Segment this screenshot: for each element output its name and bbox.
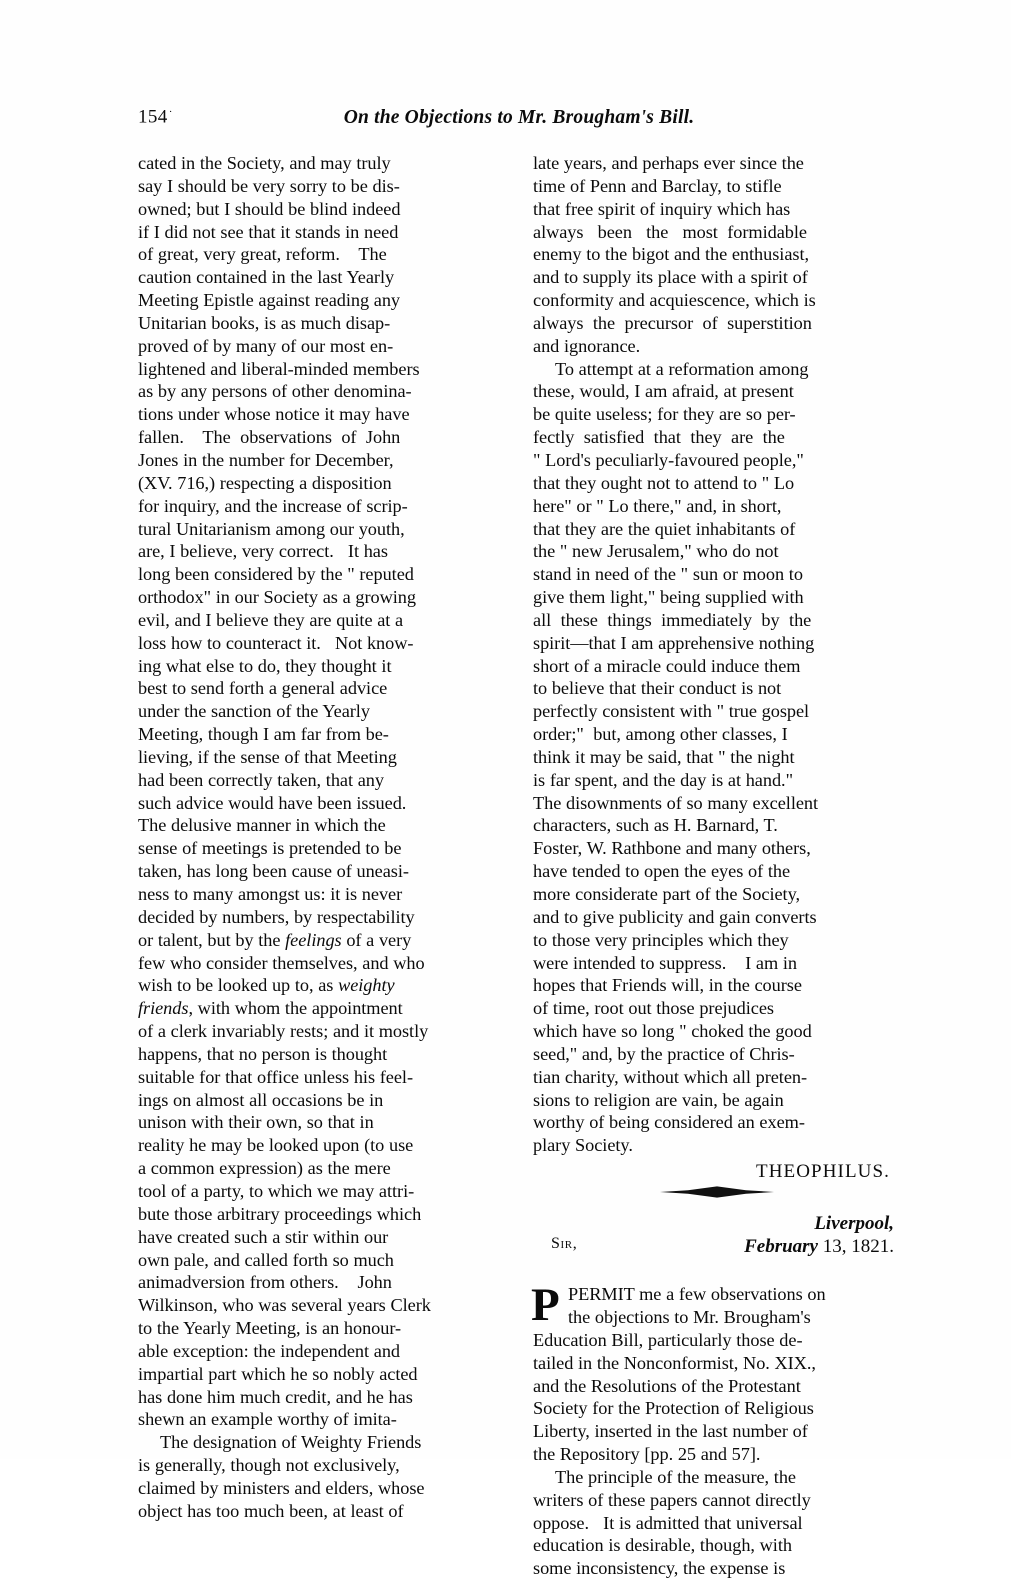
rc2-l3: be quite useless; for they are so per- [533, 404, 796, 425]
rc2-l31: seed," and, by the practice of Chris- [533, 1043, 795, 1064]
lc-l42: ings on almost all occasions be in [138, 1089, 384, 1110]
rc2-l25: and to give publicity and gain converts [533, 906, 817, 927]
lc-l15: (XV. 716,) respecting a disposition [138, 472, 392, 493]
lc-l16: for inquiry, and the increase of scrip- [138, 495, 408, 516]
letter-l8: the Repository [pp. 25 and 57]. [533, 1444, 761, 1465]
lc-l20: orthodox" in our Society as a growing [138, 587, 416, 608]
lc-l43: unison with their own, so that in [138, 1112, 374, 1133]
lc-l12: tions under whose notice it may have [138, 404, 410, 425]
rcf-l4: education is desirable, though, with [533, 1535, 792, 1556]
drop-cap-letter: P [531, 1279, 560, 1332]
rc2-l9: the " new Jerusalem," who do not [533, 541, 779, 562]
lc-l31: sense of meetings is pretended to be [138, 838, 402, 859]
letter-l7: Liberty, inserted in the last number of [533, 1421, 808, 1442]
rc-l4: always been the most formidable [533, 221, 807, 242]
rc2-l6: that they ought not to attend to " Lo [533, 472, 795, 493]
rc2-l19: is far spent, and the day is at hand." [533, 769, 793, 790]
rc2-l7: here" or " Lo there," and, in short, [533, 495, 782, 516]
lc-l30: The delusive manner in which the [138, 815, 386, 836]
rc2-l18: think it may be said, that " the night [533, 746, 795, 767]
lc2-l2: is generally, though not exclusively, [138, 1455, 400, 1476]
lc-l6: caution contained in the last Yearly [138, 267, 395, 288]
lc-l8: Unitarian books, is as much disap- [138, 312, 391, 333]
lc-l53: able exception: the independent and [138, 1340, 400, 1361]
dateline-month: February [744, 1236, 818, 1258]
lc-l11: as by any persons of other denomina- [138, 381, 412, 402]
lc-l4: if I did not see that it stands in need [138, 221, 399, 242]
lc2-l1: The designation of Weighty Friends [160, 1432, 422, 1453]
rc-l6: and to supply its place with a spirit of [533, 267, 808, 288]
lc-l1: cated in the Society, and may truly [138, 153, 391, 173]
letter-opening-block [531, 1279, 900, 1466]
lc-l3: owned; but I should be blind indeed [138, 198, 401, 219]
lc-l19: long been considered by the " reputed [138, 564, 414, 585]
lc-l2: say I should be very sorry to be dis- [138, 175, 400, 196]
rc2-l12: all these things immediately by the [533, 609, 812, 630]
lc-l33: ness to many amongst us: it is never [138, 884, 403, 904]
running-title: On the Objections to Mr. Brougham's Bill. [343, 107, 695, 128]
rc2-l11: give them light," being supplied with [533, 587, 804, 608]
emphasis-term: feelings [285, 929, 342, 950]
page-folio-number: 154· [138, 106, 173, 128]
lc-l40: happens, that no person is thought [138, 1043, 388, 1064]
rc2-l13: spirit—that I am apprehensive nothing [533, 632, 815, 653]
rc2-l24: more considerate part of the Society, [533, 884, 801, 904]
right-paragraph-2 [533, 358, 900, 1158]
letter-l5: and the Resolutions of the Protestant [533, 1375, 801, 1396]
rc2-l29: of time, root out those prejudices [533, 998, 774, 1019]
left-paragraph-1 [138, 152, 505, 1431]
rc2-l33: sions to religion are vain, be again [533, 1089, 784, 1110]
lc-l28: had been correctly taken, that any [138, 769, 384, 790]
lc-l38: friends, with whom the appointment [138, 998, 403, 1019]
lc-l7: Meeting Epistle against reading any [138, 290, 401, 311]
rc2-l30: which have so long " choked the good [533, 1021, 812, 1042]
lc2-l3: claimed by ministers and elders, whose [138, 1477, 425, 1498]
lc-l35: or talent, but by the feelings of a very [138, 929, 412, 950]
letter-dateline [533, 1212, 900, 1258]
lc-l36: few who consider themselves, and who [138, 952, 425, 973]
rc-l7: conformity and acquiescence, which is [533, 290, 816, 311]
rc2-l8: that they are the quiet inhabitants of [533, 518, 796, 539]
letter-l2-text: the objections to Mr. Brougham's [568, 1306, 811, 1327]
rc2-l4: fectly satisfied that they are the [533, 427, 785, 448]
rc-l1: late years, and perhaps ever since the [533, 153, 804, 173]
lc-l22: loss how to counteract it. Not know- [138, 632, 414, 653]
lc-l50: animadversion from others. John [138, 1272, 392, 1293]
lc-l41: suitable for that office unless his feel- [138, 1066, 413, 1087]
rc2-l15: to believe that their conduct is not [533, 678, 782, 699]
lc-l18: are, I believe, very correct. It has [138, 541, 388, 562]
letter-l1-text: PERMIT me a few observations on [568, 1284, 826, 1305]
emphasis-term: weighty [338, 975, 395, 996]
letter-signature: THEOPHILUS. [755, 1161, 890, 1183]
lc-l44: reality he may be looked upon (to use [138, 1135, 414, 1156]
rc2-l21: characters, such as H. Barnard, T. [533, 815, 778, 836]
lc-l25: under the sanction of the Yearly [138, 701, 370, 722]
lc2-l4: object has too much been, at least of [138, 1500, 404, 1521]
lc-l10: lightened and liberal-minded members [138, 358, 420, 379]
rc2-l22: Foster, W. Rathbone and many others, [533, 838, 811, 859]
lc-l21: evil, and I believe they are quite at a [138, 609, 404, 630]
salutation: Sir, [551, 1235, 578, 1253]
lc-l17: tural Unitarianism among our youth, [138, 518, 405, 539]
lc-l56: shewn an example worthy of imita- [138, 1409, 397, 1430]
lc-l51: Wilkinson, who was several years Clerk [138, 1295, 431, 1316]
lc-l32: taken, has long been cause of uneasi- [138, 861, 409, 882]
lc-l47: bute those arbitrary proceedings which [138, 1203, 422, 1224]
lc-l52: to the Yearly Meeting, is an honour- [138, 1318, 402, 1339]
lc-l29: such advice would have been issued. [138, 792, 407, 813]
lc-l13: fallen. The observations of John [138, 427, 401, 448]
rc2-l2: these, would, I am afraid, at present [533, 381, 794, 402]
rc2-l16: perfectly consistent with " true gospel [533, 701, 810, 722]
rc2-l20: The disownments of so many excellent [533, 792, 819, 813]
letter-l2 [533, 1306, 900, 1329]
folio-speck: · [168, 106, 173, 118]
lc-l54: impartial part which he so nobly acted [138, 1363, 418, 1384]
running-head [138, 106, 900, 138]
letter-l4: tailed in the Nonconformist, No. XIX., [533, 1352, 816, 1373]
left-column [138, 152, 505, 1523]
rc2-l10: stand in need of the " sun or moon to [533, 564, 803, 585]
lc-l49: own pale, and called forth so much [138, 1249, 394, 1270]
rc-l9: and ignorance. [533, 335, 641, 356]
lc-l37: wish to be looked up to, as weighty [138, 975, 395, 996]
rc2-l26: to those very principles which they [533, 929, 789, 950]
rc2-l27: were intended to suppress. I am in [533, 952, 797, 973]
rc2-l17: order;" but, among other classes, I [533, 724, 788, 745]
letter-l1 [533, 1283, 900, 1306]
lc-l27: lieving, if the sense of that Meeting [138, 746, 397, 767]
rc2-l34: worthy of being considered an exem- [533, 1112, 805, 1133]
right-paragraph-continuation [533, 152, 900, 358]
right-final-paragraph [533, 1466, 900, 1580]
rc2-l23: have tended to open the eyes of the [533, 861, 791, 882]
rc2-l5: " Lord's peculiarly-favoured people," [533, 449, 804, 470]
lc-l48: have created such a stir within our [138, 1226, 389, 1247]
lc-l26: Meeting, though I am far from be- [138, 724, 389, 745]
right-column [533, 152, 900, 1580]
rc2-l14: short of a miracle could induce them [533, 655, 801, 676]
rc-l2: time of Penn and Barclay, to stifle [533, 175, 782, 196]
lc-l34: decided by numbers, by respectability [138, 906, 415, 927]
emphasis-term: friends [138, 998, 189, 1019]
rc-l3: that free spirit of inquiry which has [533, 198, 791, 219]
rcf-l5: some inconsistency, the expense is [533, 1558, 786, 1579]
rc2-l35: plary Society. [533, 1135, 633, 1156]
lc-l23: ing what else to do, they thought it [138, 655, 392, 676]
right-letter-paragraph [531, 1279, 900, 1466]
letter-l3: Education Bill, particularly those de- [533, 1329, 803, 1350]
lc-l46: tool of a party, to which we may attri- [138, 1180, 415, 1201]
lc-l39: of a clerk invariably rests; and it mostly [138, 1021, 429, 1042]
lc-l5: of great, very great, reform. The [138, 244, 387, 265]
rc-l5: enemy to the bigot and the enthusiast, [533, 244, 810, 265]
lc-l55: has done him much credit, and he has [138, 1386, 413, 1407]
rcf-l1: The principle of the measure, the [555, 1466, 796, 1487]
left-paragraph-2 [138, 1431, 505, 1522]
rc-l8: always the precursor of superstition [533, 312, 812, 333]
rc2-l28: hopes that Friends will, in the course [533, 975, 802, 996]
rcf-l2: writers of these papers cannot directly [533, 1489, 811, 1510]
lc-l24: best to send forth a general advice [138, 678, 388, 699]
dateline-place: Liverpool, [814, 1213, 894, 1235]
rcf-l3: oppose. It is admitted that universal [533, 1512, 803, 1533]
lc-l9: proved of by many of our most en- [138, 335, 394, 356]
rc2-l1: To attempt at a reformation among [555, 358, 809, 379]
spindle-rule-ornament [533, 1185, 900, 1211]
letter-l6: Society for the Protection of Religious [533, 1398, 814, 1419]
dateline-date: 13, 1821. [822, 1236, 894, 1258]
rc2-l32: tian charity, without which all preten- [533, 1066, 808, 1087]
lc-l45: a common expression) as the mere [138, 1158, 391, 1179]
lc-l14: Jones in the number for December, [138, 449, 394, 470]
